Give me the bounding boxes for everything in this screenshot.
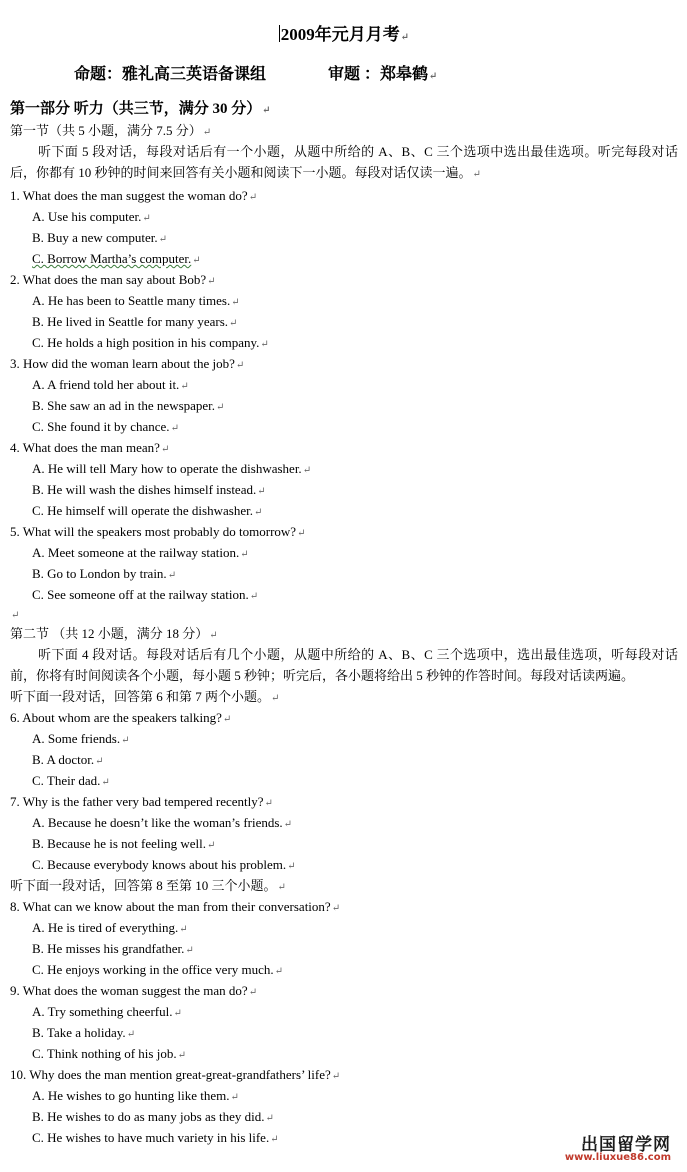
paragraph-mark-icon: ↵ xyxy=(262,105,271,116)
answer-option: A. Try something cheerful.↵ xyxy=(32,1004,182,1019)
paragraph-mark-icon: ↵ xyxy=(270,1134,279,1145)
answer-option: C. He holds a high position in his company.↵ xyxy=(32,335,269,350)
site-watermark xyxy=(535,1132,675,1166)
answer-option: B. A doctor.↵ xyxy=(32,752,104,767)
answer-option: C. Because everybody knows about his problem.↵ xyxy=(32,857,296,872)
questions-8-10 xyxy=(10,896,678,1148)
paragraph-mark-icon: ↵ xyxy=(185,945,194,956)
document-page xyxy=(10,22,678,1148)
author-reviewer: 审题 ：郑皋鹤 xyxy=(328,66,429,83)
answer-option: B. Buy a new computer.↵ xyxy=(32,230,168,245)
questions-6-7 xyxy=(10,707,678,875)
paragraph-mark-icon: ↵ xyxy=(248,192,258,203)
question-stem: 6. About whom are the speakers talking?↵ xyxy=(10,710,232,725)
paragraph-mark-icon: ↵ xyxy=(249,591,259,602)
paragraph-mark-icon: ↵ xyxy=(331,1071,341,1082)
answer-option: B. He misses his grandfather.↵ xyxy=(32,941,194,956)
paragraph-mark-icon: ↵ xyxy=(126,1029,136,1040)
paragraph-mark-icon: ↵ xyxy=(297,528,306,539)
paragraph-mark-icon: ↵ xyxy=(207,840,216,851)
paragraph-mark-icon: ↵ xyxy=(472,169,481,180)
paragraph-mark-icon: ↵ xyxy=(253,507,263,518)
paragraph-mark-icon: ↵ xyxy=(400,32,410,43)
section1-heading: 第一节（共 5 小题，满分 7.5 分）↵ xyxy=(10,123,212,138)
paragraph-mark-icon: ↵ xyxy=(202,127,212,138)
answer-option: B. Go to London by train.↵ xyxy=(32,566,177,581)
answer-option: A. He has been to Seattle many times.↵ xyxy=(32,293,240,308)
answer-option: A. Meet someone at the railway station.↵ xyxy=(32,545,249,560)
group2-instruction: 听下面一段对话，回答第 8 至第 10 三个小题。↵ xyxy=(10,878,286,893)
answer-option: C. Think nothing of his job.↵ xyxy=(32,1046,186,1061)
watermark-logo-text: 出国留学网 xyxy=(581,1135,671,1155)
question-stem: 2. What does the man say about Bob?↵ xyxy=(10,272,216,287)
part-heading: 第一部分 听力（共三节，满分 30 分）↵ xyxy=(10,101,271,117)
answer-option: A. A friend told her about it.↵ xyxy=(32,377,189,392)
paragraph-mark-icon: ↵ xyxy=(260,339,269,350)
answer-option: B. He wishes to do as many jobs as they did.↵ xyxy=(32,1109,274,1124)
answer-option: B. He will wash the dishes himself instead.↵ xyxy=(32,482,266,497)
paragraph-mark-icon: ↵ xyxy=(248,987,258,998)
paragraph-mark-icon: ↵ xyxy=(429,71,438,82)
answer-option: C. He wishes to have much variety in his life.↵ xyxy=(32,1130,279,1145)
answer-option: C. He enjoys working in the office very much.↵ xyxy=(32,962,284,977)
answer-option: A. He is tired of everything.↵ xyxy=(32,920,188,935)
paragraph-mark-icon: ↵ xyxy=(170,423,179,434)
paragraph-mark-icon: ↵ xyxy=(216,402,225,413)
question-stem: 5. What will the speakers most probably do tomorrow?↵ xyxy=(10,524,306,539)
paragraph-mark-icon: ↵ xyxy=(177,1050,186,1061)
paragraph-mark-icon: ↵ xyxy=(142,213,151,224)
paragraph-mark-icon: ↵ xyxy=(283,819,293,830)
paragraph-mark-icon: ↵ xyxy=(331,903,341,914)
answer-option: A. Because he doesn’t like the woman’s friends.↵ xyxy=(32,815,293,830)
blank-line xyxy=(10,605,678,623)
section2-heading: 第二节 （共 12 小题，满分 18 分）↵ xyxy=(10,626,218,641)
section2-instructions: 听下面 4 段对话。每段对话后有几个小题，从题中所给的 A、B、C 三个选项中，选出最佳选项，听每段对话前，你将有时间阅读各个小题，每小题 5 秒钟；听完后，各小题将给出 5 秒钟的作答时间。每段对话读两遍。 xyxy=(10,647,678,683)
paragraph-mark-icon: ↵ xyxy=(101,777,110,788)
paragraph-mark-icon: ↵ xyxy=(264,798,273,809)
paragraph-mark-icon: ↵ xyxy=(265,1113,274,1124)
paragraph-mark-icon: ↵ xyxy=(173,1008,182,1019)
paragraph-mark-icon: ↵ xyxy=(240,549,249,560)
paragraph-mark-icon: ↵ xyxy=(95,756,104,767)
paragraph-mark-icon: ↵ xyxy=(192,255,201,266)
paragraph-mark-icon: ↵ xyxy=(257,486,266,497)
author-line xyxy=(10,62,678,88)
paragraph-mark-icon: ↵ xyxy=(158,234,168,245)
question-stem: 9. What does the woman suggest the man do?↵ xyxy=(10,983,258,998)
paragraph-mark-icon: ↵ xyxy=(277,882,286,893)
paragraph-mark-icon: ↵ xyxy=(274,966,284,977)
group1-instruction: 听下面一段对话，回答第 6 和第 7 两个小题。↵ xyxy=(10,689,280,704)
author-setter: 命题：雅礼高三英语备课组 xyxy=(74,66,267,83)
answer-option: B. She saw an ad in the newspaper.↵ xyxy=(32,398,225,413)
paragraph-mark-icon: ↵ xyxy=(11,610,20,621)
paragraph-mark-icon: ↵ xyxy=(271,693,280,704)
section1-questions xyxy=(10,185,678,605)
answer-option: C. See someone off at the railway station.↵ xyxy=(32,587,259,602)
paragraph-mark-icon: ↵ xyxy=(231,297,240,308)
answer-option: A. Use his computer.↵ xyxy=(32,209,151,224)
answer-option: A. He wishes to go hunting like them.↵ xyxy=(32,1088,239,1103)
paragraph-mark-icon: ↵ xyxy=(179,924,188,935)
watermark-url: www.liuxue86.com xyxy=(564,1152,671,1163)
paragraph-mark-icon: ↵ xyxy=(222,714,232,725)
answer-option: B. He lived in Seattle for many years.↵ xyxy=(32,314,238,329)
text-cursor xyxy=(279,25,280,42)
answer-option: C. She found it by chance.↵ xyxy=(32,419,179,434)
paragraph-mark-icon: ↵ xyxy=(167,570,177,581)
exam-title-text: 2009年元月月考 xyxy=(280,25,400,44)
question-stem: 8. What can we know about the man from their conversation?↵ xyxy=(10,899,341,914)
paragraph-mark-icon: ↵ xyxy=(160,444,170,455)
answer-option: A. Some friends.↵ xyxy=(32,731,130,746)
answer-option: B. Because he is not feeling well.↵ xyxy=(32,836,216,851)
paragraph-mark-icon: ↵ xyxy=(207,276,216,287)
answer-option: C. He himself will operate the dishwasher.↵ xyxy=(32,503,263,518)
question-stem: 3. How did the woman learn about the job?↵ xyxy=(10,356,245,371)
answer-option: C. Borrow Martha’s computer.↵ xyxy=(32,251,201,266)
answer-option: C. Their dad.↵ xyxy=(32,773,110,788)
paragraph-mark-icon: ↵ xyxy=(287,861,296,872)
question-stem: 7. Why is the father very bad tempered recently?↵ xyxy=(10,794,273,809)
answer-option: A. He will tell Mary how to operate the dishwasher.↵ xyxy=(32,461,312,476)
paragraph-mark-icon: ↵ xyxy=(209,630,218,641)
paragraph-mark-icon: ↵ xyxy=(121,735,130,746)
question-stem: 10. Why does the man mention great-great-grandfathers’ life?↵ xyxy=(10,1067,341,1082)
paragraph-mark-icon: ↵ xyxy=(230,1092,239,1103)
answer-option: B. Take a holiday.↵ xyxy=(32,1025,136,1040)
paragraph-mark-icon: ↵ xyxy=(235,360,245,371)
question-stem: 1. What does the man suggest the woman do?↵ xyxy=(10,188,258,203)
section1-instructions: 听下面 5 段对话，每段对话后有一个小题，从题中所给的 A、B、C 三个选项中选出最佳选项。听完每段对话后，你都有 10 秒钟的时间来回答有关小题和阅读下一小题。每段对话仅读一遍。↵ xyxy=(10,144,678,180)
paragraph-mark-icon: ↵ xyxy=(229,318,238,329)
exam-title xyxy=(10,22,678,48)
paragraph-mark-icon: ↵ xyxy=(180,381,189,392)
question-stem: 4. What does the man mean?↵ xyxy=(10,440,170,455)
paragraph-mark-icon: ↵ xyxy=(302,465,312,476)
